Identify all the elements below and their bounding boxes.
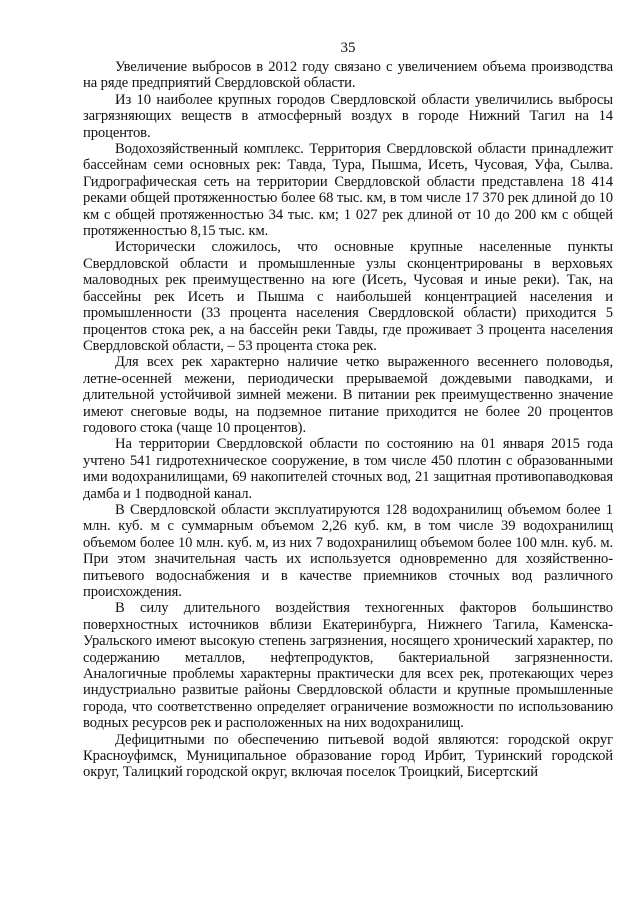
document-page xyxy=(83,40,613,781)
paragraph-emissions-increase: Увеличение выбросов в 2012 году связано с увеличением объема производства на ряде предприятий Свердловской области. xyxy=(83,59,613,92)
paragraph-reservoirs: В Свердловской области эксплуатируются 128 водохранилищ объемом более 1 млн. куб. м с суммарным объемом 2,26 куб. км, в том числе 39 водохранилищ объемом более 10 млн. куб. м, из них 7 водохранилищ объемом более 100 млн. куб. м. При этом значительная часть их используется одновременно для хозяйственно-питьевого водоснабжения и в качестве приемников сточных вод различного происхождения. xyxy=(83,501,613,600)
page-number: 35 xyxy=(340,40,356,56)
paragraph-river-regime: Для всех рек характерно наличие четко выраженного весеннего половодья, летне-осенней межени, периодически прерываемой дождевыми паводками, и длительной устойчивой зимней межени. В питании рек преимущественно значение имеют снеговые воды, на подземное питание приходится не более 20 процентов годового стока (чаще 10 процентов). xyxy=(83,354,613,436)
paragraph-settlements: Исторически сложилось, что основные крупные населенные пункты Свердловской области и промышленные узлы сконцентрированы в верховьях маловодных рек преимущественно на юге (Исеть, Чусовая и иные реки). Так, на бассейны рек Исеть и Пышма с наибольшей концентрацией населения и промышленности (33 процента населения Свердловской области) приходится 5 процентов стока рек, а на бассейн реки Тавды, где проживает 3 процента населения Свердловской области, – 53 процента стока рек. xyxy=(83,239,613,354)
paragraph-pollution: В силу длительного воздействия техногенных факторов большинство поверхностных источников вблизи Екатеринбурга, Нижнего Тагила, Каменска-Уральского имеют высокую степень загрязнения, носящего хронический характер, по содержанию металлов, нефтепродуктов, бактериальной загрязненности. Аналогичные проблемы характерны практически для всех рек, протекающих через индустриально развитые районы Свердловской области и крупные промышленные города, что соответственно определяет ограничение возможности по использованию водных ресурсов рек и расположенных на них водохранилищ. xyxy=(83,600,613,732)
paragraph-hydro-structures: На территории Свердловской области по состоянию на 01 января 2015 года учтено 541 гидротехническое сооружение, в том числе 450 плотин с образованными ими водохранилищами, 69 накопителей сточных вод, 21 защитная противопаводковая дамба и 1 подводной канал. xyxy=(83,436,613,502)
paragraph-water-complex: Водохозяйственный комплекс. Территория Свердловской области принадлежит бассейнам семи основных рек: Тавда, Тура, Пышма, Исеть, Чусовая, Уфа, Сылва. Гидрографическая сеть на территории Свердловской области представлена 18 414 реками общей протяженностью более 68 тыс. км, в том числе 17 370 рек длиной до 10 км с общей протяженностью 34 тыс. км; 1 027 рек длиной от 10 до 200 км с общей протяженностью 8,15 тыс. км. xyxy=(83,141,613,240)
paragraph-nizhny-tagil: Из 10 наиболее крупных городов Свердловской области увеличились выбросы загрязняющих веществ в атмосферный воздух в городе Нижний Тагил на 14 процентов. xyxy=(83,91,613,141)
paragraph-water-deficit: Дефицитными по обеспечению питьевой водой являются: городской округ Красноуфимск, Муниципальное образование город Ирбит, Туринский городской округ, Талицкий городской округ, включая поселок Троицкий, Бисертский xyxy=(83,731,613,781)
